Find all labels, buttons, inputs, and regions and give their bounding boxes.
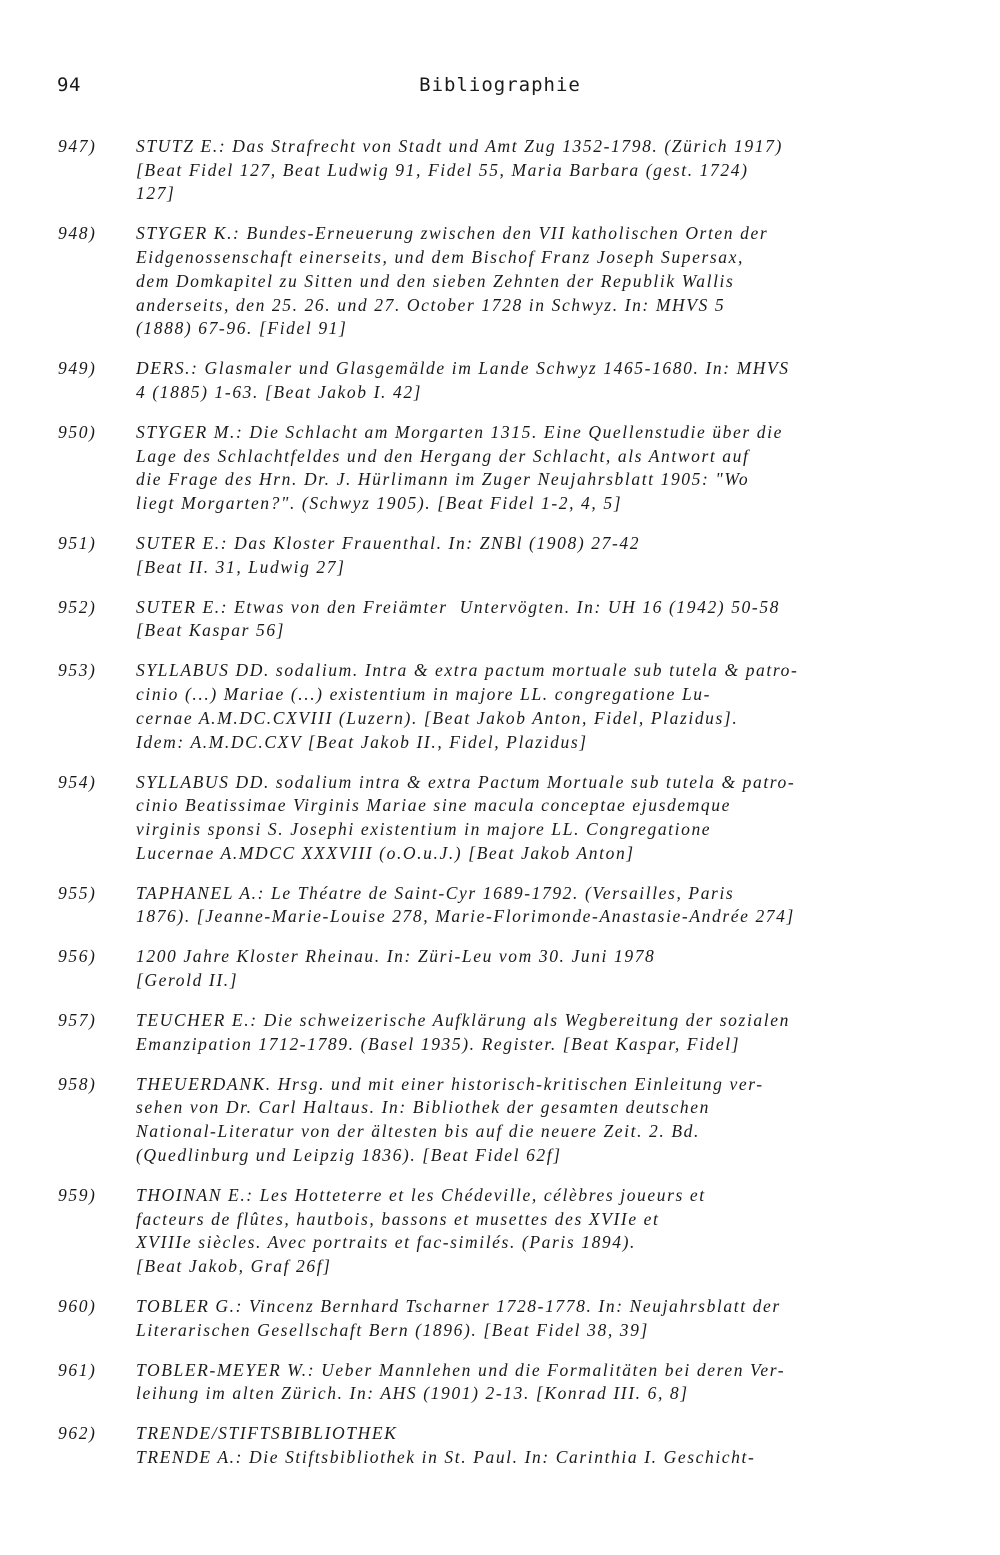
bibliography-entries bbox=[0, 135, 1000, 1486]
entry-number: 948) bbox=[58, 223, 97, 244]
page-header bbox=[0, 74, 1000, 100]
entry-text-line: [Gerold II.] bbox=[136, 970, 239, 991]
running-title: Bibliographie bbox=[419, 74, 581, 96]
entry-text bbox=[136, 659, 966, 754]
entry-number: 954) bbox=[58, 771, 97, 792]
entry-text-line: Eidgenossenschaft einerseits, und dem Bischof Franz Joseph Supersax, bbox=[136, 247, 744, 268]
entry-text-line: (1888) 67-96. [Fidel 91] bbox=[136, 318, 348, 339]
entry-text-line: liegt Morgarten?". (Schwyz 1905). [Beat Fidel 1-2, 4, 5] bbox=[136, 493, 623, 514]
entry-number: 955) bbox=[58, 882, 97, 903]
bibliography-entry bbox=[0, 421, 1000, 516]
bibliography-entry bbox=[0, 222, 1000, 341]
entry-text-line: [Beat Kaspar 56] bbox=[136, 620, 286, 641]
entry-text bbox=[136, 1359, 966, 1406]
entry-text bbox=[136, 1422, 966, 1469]
entry-number: 952) bbox=[58, 596, 97, 617]
entry-text-line: Lage des Schlachtfeldes und den Hergang der Schlacht, als Antwort auf bbox=[136, 445, 750, 466]
entry-text-line: STYGER K.: Bundes-Erneuerung zwischen den VII katholischen Orten der bbox=[136, 223, 769, 244]
entry-text-line: SYLLABUS DD. sodalium intra & extra Pactum Mortuale sub tutela & patro- bbox=[136, 771, 796, 792]
entry-text-line: DERS.: Glasmaler und Glasgemälde im Lande Schwyz 1465-1680. In: MHVS bbox=[136, 358, 790, 379]
entry-text-line: 127] bbox=[136, 183, 176, 204]
entry-number: 951) bbox=[58, 533, 97, 554]
entry-text-line: TRENDE/STIFTSBIBLIOTHEK bbox=[136, 1423, 398, 1444]
entry-number: 961) bbox=[58, 1359, 97, 1380]
entry-number: 960) bbox=[58, 1295, 97, 1316]
entry-number: 956) bbox=[58, 946, 97, 967]
entry-number: 949) bbox=[58, 358, 97, 379]
bibliography-entry bbox=[0, 1184, 1000, 1279]
entry-number: 962) bbox=[58, 1423, 97, 1444]
entry-number: 957) bbox=[58, 1010, 97, 1031]
bibliography-entry bbox=[0, 532, 1000, 579]
entry-text-line: SUTER E.: Das Kloster Frauenthal. In: ZNBl (1908) 27-42 bbox=[136, 533, 641, 554]
entry-text bbox=[136, 771, 966, 866]
entry-text-line: 1200 Jahre Kloster Rheinau. In: Züri-Leu vom 30. Juni 1978 bbox=[136, 946, 656, 967]
bibliography-entry bbox=[0, 1009, 1000, 1056]
entry-text-line: THEUERDANK. Hrsg. und mit einer historisch-kritischen Einleitung ver- bbox=[136, 1073, 764, 1094]
entry-text-line: anderseits, den 25. 26. und 27. October 1728 in Schwyz. In: MHVS 5 bbox=[136, 294, 726, 315]
bibliography-entry bbox=[0, 882, 1000, 929]
entry-text-line: TRENDE A.: Die Stiftsbibliothek in St. Paul. In: Carinthia I. Geschicht- bbox=[136, 1447, 756, 1468]
bibliography-entry bbox=[0, 1422, 1000, 1469]
entry-text-line: STYGER M.: Die Schlacht am Morgarten 1315. Eine Quellenstudie über die bbox=[136, 421, 783, 442]
entry-text-line: (Quedlinburg und Leipzig 1836). [Beat Fidel 62f] bbox=[136, 1144, 562, 1165]
entry-text bbox=[136, 1184, 966, 1279]
entry-text-line: leihung im alten Zürich. In: AHS (1901) 2-13. [Konrad III. 6, 8] bbox=[136, 1383, 689, 1404]
entry-number: 958) bbox=[58, 1073, 97, 1094]
entry-text-line: [Beat Jakob, Graf 26f] bbox=[136, 1255, 332, 1276]
entry-text bbox=[136, 1073, 966, 1168]
bibliography-entry bbox=[0, 357, 1000, 404]
entry-text-line: sehen von Dr. Carl Haltaus. In: Bibliothek der gesamten deutschen bbox=[136, 1097, 710, 1118]
entry-text-line: TEUCHER E.: Die schweizerische Aufklärung als Wegbereitung der sozialen bbox=[136, 1010, 790, 1031]
bibliography-entry bbox=[0, 771, 1000, 866]
entry-text-line: Emanzipation 1712-1789. (Basel 1935). Register. [Beat Kaspar, Fidel] bbox=[136, 1033, 741, 1054]
entry-text-line: SYLLABUS DD. sodalium. Intra & extra pactum mortuale sub tutela & patro- bbox=[136, 660, 799, 681]
entry-number: 947) bbox=[58, 136, 97, 156]
entry-text-line: XVIIIe siècles. Avec portraits et fac-similés. (Paris 1894). bbox=[136, 1232, 637, 1253]
entry-text-line: dem Domkapitel zu Sitten und den sieben Zehnten der Republik Wallis bbox=[136, 270, 735, 291]
entry-text-line: TAPHANEL A.: Le Théatre de Saint-Cyr 1689-1792. (Versailles, Paris bbox=[136, 882, 735, 903]
entry-text bbox=[136, 222, 966, 341]
entry-text-line: [Beat Fidel 127, Beat Ludwig 91, Fidel 55, Maria Barbara (gest. 1724) bbox=[136, 159, 749, 180]
entry-number: 959) bbox=[58, 1184, 97, 1205]
entry-text bbox=[136, 421, 966, 516]
entry-text-line: TOBLER-MEYER W.: Ueber Mannlehen und die Formalitäten bei deren Ver- bbox=[136, 1359, 786, 1380]
entry-text-line: STUTZ E.: Das Strafrecht von Stadt und Amt Zug 1352-1798. (Zürich 1917) bbox=[136, 136, 783, 156]
entry-text bbox=[136, 357, 966, 404]
entry-text-line: Literarischen Gesellschaft Bern (1896). [Beat Fidel 38, 39] bbox=[136, 1319, 649, 1340]
entry-text-line: 1876). [Jeanne-Marie-Louise 278, Marie-Florimonde-Anastasie-Andrée 274] bbox=[136, 906, 795, 927]
bibliography-entry bbox=[0, 945, 1000, 992]
entry-text bbox=[136, 882, 966, 929]
entry-number: 950) bbox=[58, 421, 97, 442]
entry-text bbox=[136, 1009, 966, 1056]
entry-text-line: THOINAN E.: Les Hotteterre et les Chédeville, célèbres joueurs et bbox=[136, 1184, 706, 1205]
entry-text-line: facteurs de flûtes, hautbois, bassons et musettes des XVIIe et bbox=[136, 1208, 660, 1229]
bibliography-entry bbox=[0, 1073, 1000, 1168]
entry-text bbox=[136, 945, 966, 992]
page-number: 94 bbox=[57, 74, 81, 96]
entry-text-line: die Frage des Hrn. Dr. J. Hürlimann im Zuger Neujahrsblatt 1905: "Wo bbox=[136, 469, 750, 490]
entry-text-line: [Beat II. 31, Ludwig 27] bbox=[136, 556, 346, 577]
entry-number: 953) bbox=[58, 660, 97, 681]
entry-text-line: Lucernae A.MDCC XXXVIII (o.O.u.J.) [Beat Jakob Anton] bbox=[136, 842, 635, 863]
entry-text-line: SUTER E.: Etwas von den Freiämter Untervögten. In: UH 16 (1942) 50-58 bbox=[136, 596, 781, 617]
entry-text bbox=[136, 1295, 966, 1342]
entry-text-line: virginis sponsi S. Josephi existentium in majore LL. Congregatione bbox=[136, 818, 712, 839]
entry-text-line: cinio (...) Mariae (...) existentium in majore LL. congregatione Lu- bbox=[136, 684, 712, 705]
entry-text-line: Idem: A.M.DC.CXV [Beat Jakob II., Fidel, Plazidus] bbox=[136, 731, 588, 752]
bibliography-entry bbox=[0, 1359, 1000, 1406]
bibliography-entry bbox=[0, 596, 1000, 643]
entry-text-line: National-Literatur von der ältesten bis auf die neuere Zeit. 2. Bd. bbox=[136, 1121, 700, 1142]
entry-text-line: 4 (1885) 1-63. [Beat Jakob I. 42] bbox=[136, 381, 423, 402]
entry-text bbox=[136, 532, 966, 579]
bibliography-entry bbox=[0, 1295, 1000, 1342]
entry-text bbox=[136, 596, 966, 643]
entry-text bbox=[136, 135, 966, 206]
entry-text-line: TOBLER G.: Vincenz Bernhard Tscharner 1728-1778. In: Neujahrsblatt der bbox=[136, 1295, 781, 1316]
entry-text-line: cernae A.M.DC.CXVIII (Luzern). [Beat Jakob Anton, Fidel, Plazidus]. bbox=[136, 707, 739, 728]
entry-text-line: cinio Beatissimae Virginis Mariae sine macula conceptae ejusdemque bbox=[136, 795, 732, 816]
bibliography-entry bbox=[0, 135, 1000, 206]
bibliography-entry bbox=[0, 659, 1000, 754]
